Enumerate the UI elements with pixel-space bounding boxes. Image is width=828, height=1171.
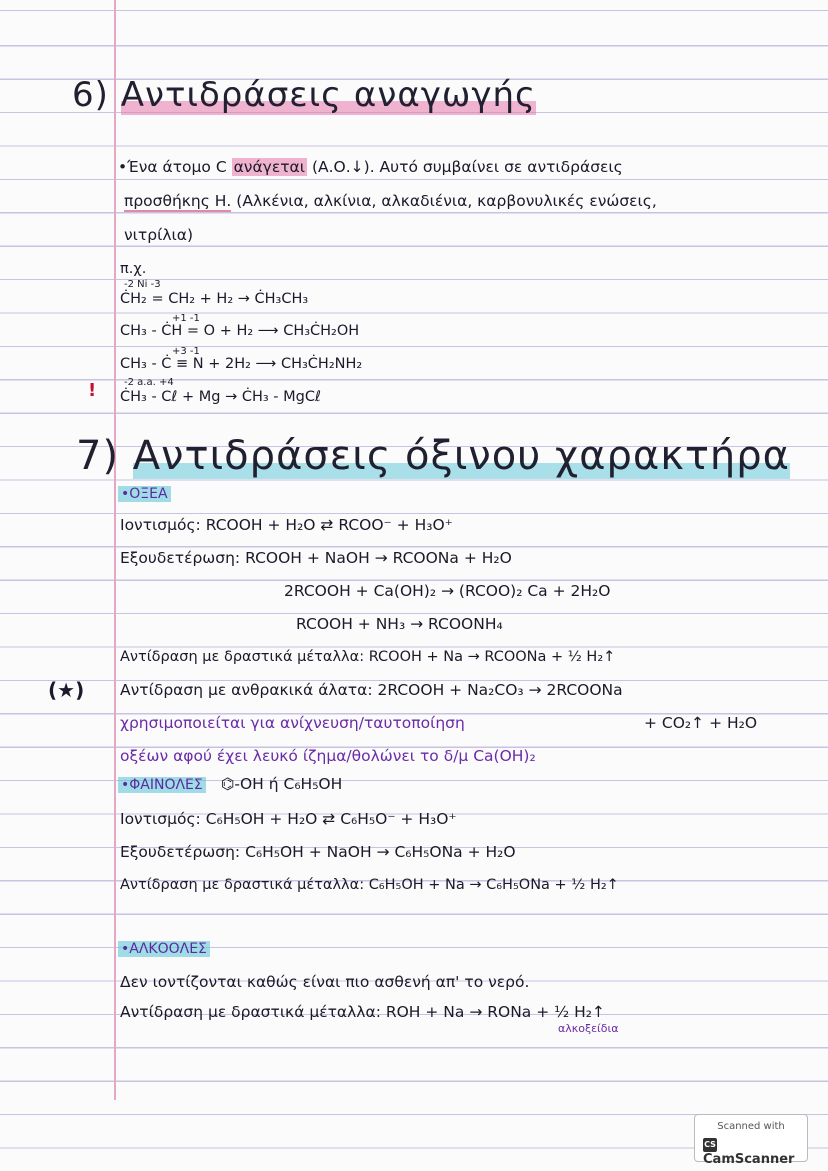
intro-text: •Ένα άτομο C	[118, 158, 227, 176]
alkoxides-note: αλκοξείδια	[558, 1022, 619, 1035]
section6-intro-line3: νιτρίλια)	[124, 226, 194, 244]
reaction3-ox: +3 -1	[172, 346, 200, 357]
acids-carbonate-products: + CO₂↑ + H₂O	[644, 714, 758, 732]
phenols-neutralization: Εξουδετέρωση: C₆H₅OH + NaOH → C₆H₅ONa + H₂O	[120, 843, 516, 861]
highlight-reduced: ανάγεται	[233, 158, 306, 176]
camscanner-badge	[694, 1114, 808, 1167]
reaction4-ox: -2 a.a. +4	[124, 377, 174, 388]
phenols-label-row	[118, 776, 342, 793]
acids-identification-note: χρησιμοποιείται για ανίχνευση/ταυτοποίηση	[120, 714, 465, 732]
reaction2: CH₃ - ĊH = O + H₂ ⟶ CH₃ĊH₂OH	[120, 323, 360, 339]
section7-heading	[76, 433, 791, 479]
alcohols-line1: Δεν ιοντίζονται καθώς είναι πιο ασθενή απ' το νερό.	[120, 973, 530, 991]
phenols-label: •ΦΑΙΝΟΛΕΣ	[118, 777, 206, 793]
warning-mark: !	[88, 380, 97, 401]
reaction4: ĊH₃ - Cℓ + Mg → ĊH₃ - MgCℓ	[120, 389, 321, 405]
camscanner-icon: CS	[703, 1138, 717, 1152]
phenols-ionization: Ιοντισμός: C₆H₅OH + H₂O ⇄ C₆H₅O⁻ + H₃O⁺	[120, 810, 457, 828]
section6-intro-line1	[118, 160, 623, 176]
section6-title: Αντιδράσεις αναγωγής	[120, 75, 536, 115]
acids-precipitate-note: οξέων αφού έχει λευκό ίζημα/θολώνει το δ/μ Ca(OH)₂	[120, 747, 536, 765]
star-mark: (★)	[48, 678, 85, 702]
acids-carbonate-reaction: Αντίδραση με ανθρακικά άλατα: 2RCOOH + Na₂CO₃ → 2RCOONa	[120, 681, 623, 699]
section6-intro-line2	[124, 194, 657, 210]
phenols-metal-reaction: Αντίδραση με δραστικά μέταλλα: C₆H₅OH + Na → C₆H₅ONa + ½ H₂↑	[120, 877, 619, 893]
section6-heading	[72, 75, 536, 115]
acids-metal-reaction: Αντίδραση με δραστικά μέταλλα: RCOOH + Na → RCOONa + ½ H₂↑	[120, 649, 616, 665]
example-label: π.χ.	[120, 261, 147, 277]
intro-text: (Αλκένια, αλκίνια, αλκαδιένια, καρβονυλικές ενώσεις,	[236, 192, 657, 210]
badge-line1: Scanned with	[717, 1121, 785, 1132]
acids-neutralization3: RCOOH + NH₃ → RCOONH₄	[296, 615, 503, 633]
acids-neutralization2: 2RCOOH + Ca(OH)₂ → (RCOO)₂ Ca + 2H₂O	[284, 582, 611, 600]
reaction1-ox: -2 Ni -3	[124, 279, 161, 290]
alcohols-metal-reaction: Αντίδραση με δραστικά μέταλλα: ROH + Na → RONa + ½ H₂↑	[120, 1003, 605, 1021]
reaction3: CH₃ - Ċ ≡ N + 2H₂ ⟶ CH₃ĊH₂NH₂	[120, 356, 363, 372]
reaction1: ĊH₂ = CH₂ + H₂ → ĊH₃CH₃	[120, 291, 309, 307]
intro-text: (Α.Ο.↓). Αυτό συμβαίνει σε αντιδράσεις	[311, 158, 623, 176]
section7-number: 7)	[76, 433, 120, 479]
addition-term: προσθήκης Η.	[124, 192, 232, 210]
margin-line	[114, 0, 116, 1100]
acids-ionization: Ιοντισμός: RCOOH + H₂O ⇄ RCOO⁻ + H₃O⁺	[120, 516, 453, 534]
phenol-formula: ⌬-OH ή C₆H₅OH	[220, 775, 343, 793]
acids-neutralization1: Εξουδετέρωση: RCOOH + NaOH → RCOONa + H₂O	[120, 549, 512, 567]
alcohols-label: •ΑΛΚΟΟΛΕΣ	[118, 940, 210, 956]
acids-label: •ΟΞΕΑ	[118, 485, 171, 501]
reaction2-ox: +1 -1	[172, 313, 200, 324]
section7-title: Αντιδράσεις όξινου χαρακτήρα	[132, 433, 791, 479]
section6-number: 6)	[72, 75, 109, 115]
badge-line2: CSCamScanner	[703, 1139, 795, 1167]
